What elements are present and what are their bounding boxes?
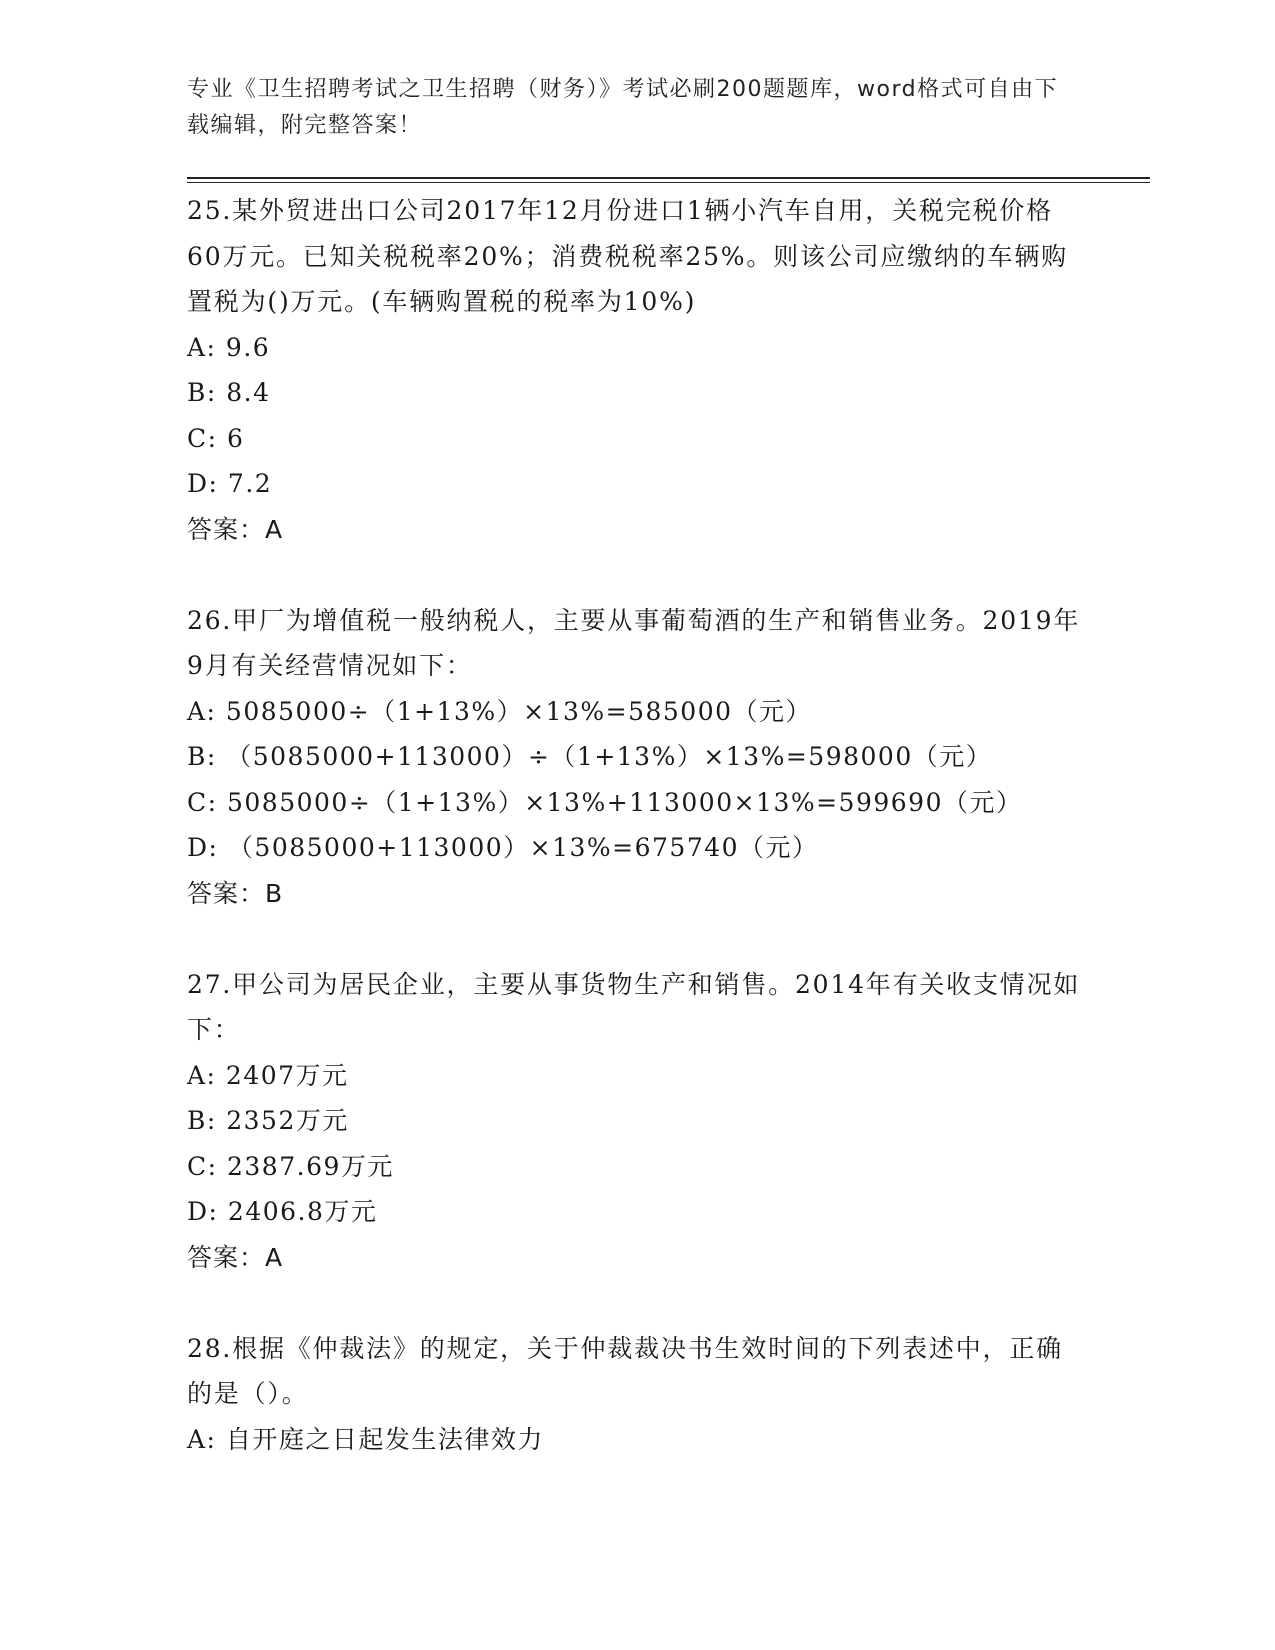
spacer [187,1280,1087,1326]
question-28 [187,1326,1087,1463]
question-25 [187,188,1087,552]
option-b: B: （5085000+113000）÷（1+13%）×13%=598000（元） [187,742,993,771]
question-stem: 26.甲厂为增值税一般纳税人，主要从事葡萄酒的生产和销售业务。2019年9月有关经营情况如下： [187,605,1081,680]
option-b: B: 2352万元 [187,1106,349,1135]
option-a: A: 2407万元 [187,1060,349,1090]
option-a: A: 5085000÷（1+13%）×13%=585000（元） [187,696,813,726]
option-a: A: 9.6 [187,332,271,362]
question-stem: 27.甲公司为居民企业，主要从事货物生产和销售。2014年有关收支情况如下： [187,969,1081,1044]
option-c: C: 2387.69万元 [187,1151,394,1181]
document-header: 专业《卫生招聘考试之卫生招聘（财务）》考试必刷200题题库，word格式可自由下载编辑，附完整答案！ [187,77,1059,138]
option-d: D: （5085000+113000）×13%=675740（元） [187,833,819,862]
answer-label: 答案：A [187,1242,284,1272]
question-26 [187,598,1087,917]
question-stem: 28.根据《仲裁法》的规定，关于仲裁裁决书生效时间的下列表述中，正确的是（）。 [187,1333,1063,1408]
question-stem: 25.某外贸进出口公司2017年12月份进口1辆小汽车自用，关税完税价格60万元。已知关税税率20%；消费税税率25%。则该公司应缴纳的车辆购置税为()万元。(车辆购置税的税率为10%) [187,196,1068,316]
answer-label: 答案：A [187,514,284,544]
header-rule-thick [187,177,1150,179]
option-c: C: 5085000÷（1+13%）×13%+113000×13%=599690（元） [187,787,1023,817]
option-d: D: 7.2 [187,469,273,498]
option-b: B: 8.4 [187,378,271,407]
option-a: A: 自开庭之日起发生法律效力 [187,1424,544,1454]
question-list [187,188,1087,1462]
spacer [187,916,1087,962]
question-27 [187,962,1087,1281]
spacer [187,552,1087,598]
answer-label: 答案：B [187,878,284,908]
option-d: D: 2406.8万元 [187,1197,378,1226]
header-rule-thin [187,182,1150,183]
option-c: C: 6 [187,423,245,453]
